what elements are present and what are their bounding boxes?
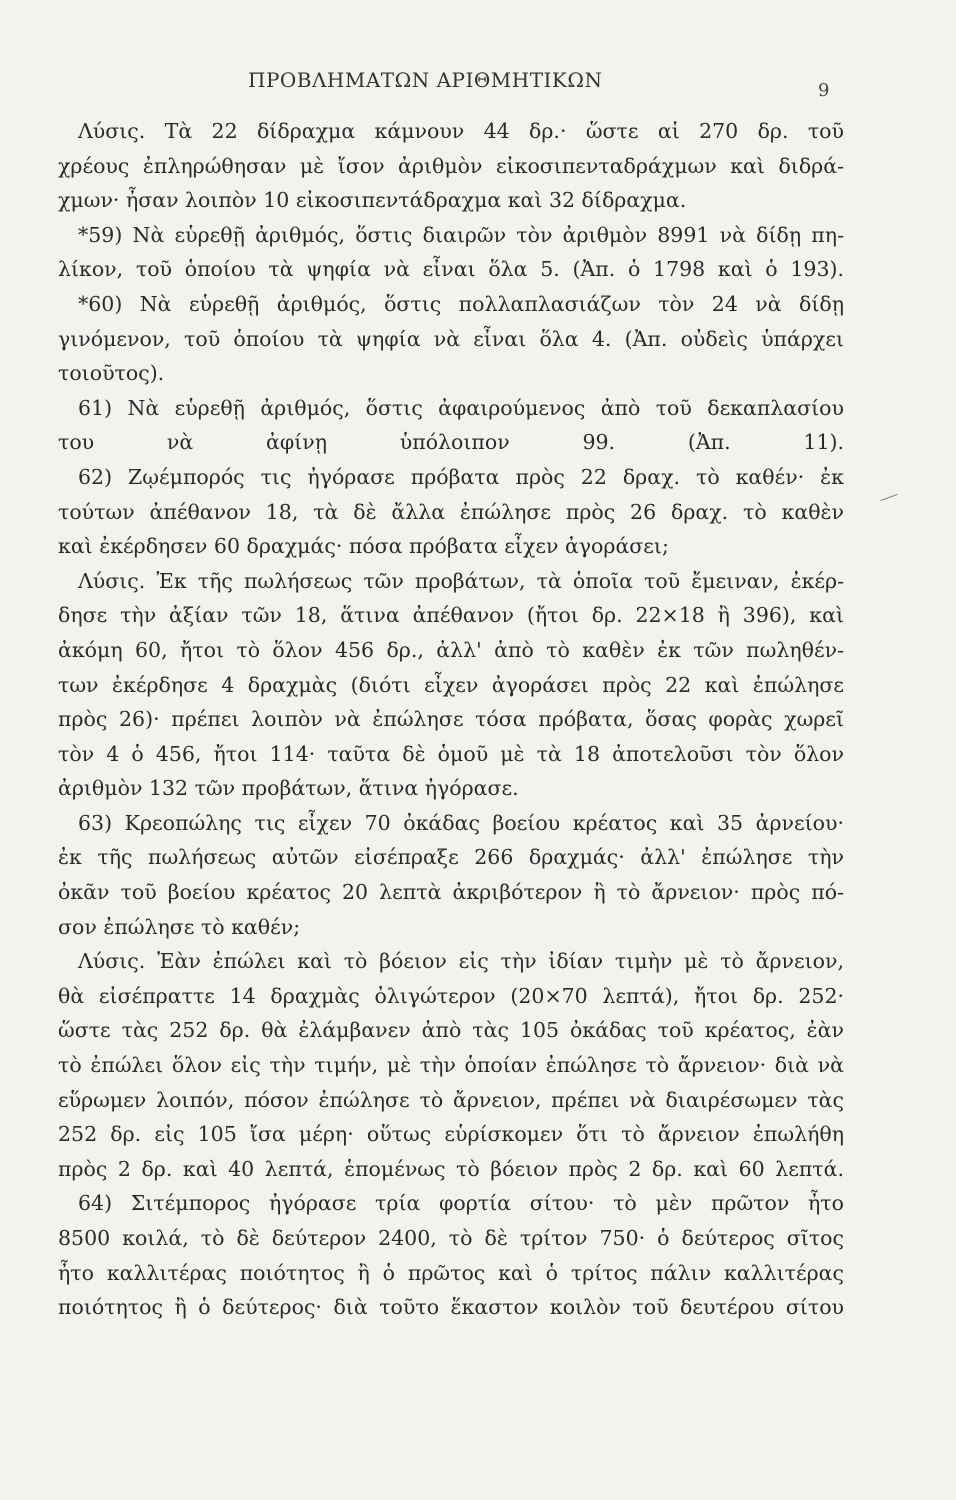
text-line: εὕρωμεν λοιπόν, πόσον ἐπώλησε τὸ ἄρνειον, πρέπει νὰ διαιρέσωμεν τὰς [58, 1087, 844, 1112]
text-line: ἦτο καλλιτέρας ποιότητος ἢ ὁ πρῶτος καὶ ὁ τρίτος πάλιν καλλιτέρας [58, 1260, 844, 1285]
text-line: 62) Ζῳέμπορός τις ἠγόρασε πρόβατα πρὸς 22 δραχ. τὸ καθέν· ἐκ [78, 464, 844, 489]
text-line: 64) Σιτέμπορος ἠγόρασε τρία φορτία σίτου· τὸ μὲν πρῶτον ἦτο [78, 1191, 844, 1216]
text-line: πρὸς 26)· πρέπει λοιπὸν νὰ ἐπώλησε τόσα πρόβατα, ὅσας φορὰς χωρεῖ [58, 707, 844, 732]
text-line: πρὸς 2 δρ. καὶ 40 λεπτά, ἑπομένως τὸ βόειον πρὸς 2 δρ. καὶ 60 λεπτά. [58, 1156, 844, 1181]
text-line: τοιοῦτος). [58, 361, 165, 386]
text-line: ὀκᾶν τοῦ βοείου κρέατος 20 λεπτὰ ἀκριβότερον ἢ τὸ ἄρνειον· πρὸς πό- [58, 880, 844, 905]
text-line: ἐκ τῆς πωλήσεως αὐτῶν εἰσέπραξε 266 δραχμάς· ἀλλ' ἐπώλησε τὴν [58, 845, 844, 870]
text-line: τούτων ἀπέθανον 18, τὰ δὲ ἄλλα ἐπώλησε πρὸς 26 δραχ. τὸ καθὲν [58, 499, 844, 524]
text-line: καὶ ἐκέρδησεν 60 δραχμάς· πόσα πρόβατα εἶχεν ἀγοράσει; [58, 534, 669, 559]
text-line: *59) Νὰ εὑρεθῇ ἀριθμός, ὅστις διαιρῶν τὸν ἀριθμὸν 8991 νὰ δίδῃ πη- [78, 222, 844, 247]
text-line: 61) Νὰ εὑρεθῇ ἀριθμός, ὅστις ἀφαιρούμενος ἀπὸ τοῦ δεκαπλασίου [78, 395, 844, 420]
text-line: Λύσις. Ἐκ τῆς πωλήσεως τῶν προβάτων, τὰ ὁποῖα τοῦ ἔμειναν, ἐκέρ- [78, 568, 844, 593]
text-line: Λύσις. Τὰ 22 δίδραχμα κάμνουν 44 δρ.· ὥστε αἱ 270 δρ. τοῦ [78, 119, 844, 143]
running-head [0, 68, 956, 101]
text-line: του νὰ ἀφίνῃ ὑπόλοιπον 99. (Ἀπ. 11). [58, 430, 844, 455]
text-line: 63) Κρεοπώλης τις εἶχεν 70 ὀκάδας βοείου κρέατος καὶ 35 ἀρνείου· [78, 810, 844, 835]
text-line: ἀριθμὸν 132 τῶν προβάτων, ἅτινα ἠγόρασε. [58, 776, 519, 801]
text-line: δησε τὴν ἀξίαν τῶν 18, ἅτινα ἀπέθανον (ἤτοι δρ. 22×18 ἢ 396), καὶ [58, 603, 844, 628]
text-line: *60) Νὰ εὑρεθῇ ἀριθμός, ὅστις πολλαπλασιάζων τὸν 24 νὰ δίδῃ [78, 291, 844, 316]
text-line: ὥστε τὰς 252 δρ. θὰ ἐλάμβανεν ἀπὸ τὰς 105 ὀκάδας τοῦ κρέατος, ἐὰν [58, 1018, 844, 1043]
page-number: 9 [818, 80, 830, 101]
body-text [58, 114, 844, 1325]
text-line: γινόμενον, τοῦ ὁποίου τὰ ψηφία νὰ εἶναι ὅλα 4. (Ἀπ. οὐδεὶς ὑπάρχει [58, 326, 844, 351]
text-line: 8500 κοιλά, τὸ δὲ δεύτερον 2400, τὸ δὲ τρίτον 750· ὁ δεύτερος σῖτος [58, 1226, 844, 1250]
text-line: των ἐκέρδησε 4 δραχμὰς (διότι εἶχεν ἀγοράσει πρὸς 22 καὶ ἐπώλησε [58, 672, 844, 697]
margin-mark [880, 494, 897, 501]
text-line: τὸ ἐπώλει ὅλον εἰς τὴν τιμήν, μὲ τὴν ὁποίαν ἐπώλησε τὸ ἄρνειον· διὰ νὰ [58, 1053, 844, 1078]
text-line: τὸν 4 ὁ 456, ἤτοι 114· ταῦτα δὲ ὁμοῦ μὲ τὰ 18 ἀποτελοῦσι τὸν ὅλον [58, 741, 844, 766]
text-line: θὰ εἰσέπραττε 14 δραχμὰς ὀλιγώτερον (20×70 λεπτά), ἤτοι δρ. 252· [58, 983, 844, 1008]
text-line: λίκον, τοῦ ὁποίου τὰ ψηφία νὰ εἶναι ὅλα 5. (Ἀπ. ὁ 1798 καὶ ὁ 193). [58, 257, 844, 282]
text-line: ἀκόμη 60, ἤτοι τὸ ὅλον 456 δρ., ἀλλ' ἀπὸ τὸ καθὲν ἐκ τῶν πωληθέν- [58, 637, 844, 662]
text-line: ποιότητος ἢ ὁ δεύτερος· διὰ τοῦτο ἕκαστον κοιλὸν τοῦ δευτέρου σίτου [58, 1295, 844, 1320]
text-line: σον ἐπώλησε τὸ καθέν; [58, 914, 301, 939]
text-line: χμων· ἦσαν λοιπὸν 10 εἰκοσιπεντάδραχμα καὶ 32 δίδραχμα. [58, 188, 687, 213]
text-line: 252 δρ. εἰς 105 ἴσα μέρη· οὕτως εὑρίσκομεν ὅτι τὸ ἄρνειον ἐπωλήθη [58, 1122, 844, 1147]
running-title: ΠΡΟΒΛΗΜΑΤΩΝ ΑΡΙΘΜΗΤΙΚΩΝ [248, 68, 603, 92]
text-line: Λύσις. Ἐὰν ἐπώλει καὶ τὸ βόειον εἰς τὴν ἰδίαν τιμὴν μὲ τὸ ἄρνειον, [78, 949, 844, 974]
text-line: χρέους ἐπληρώθησαν μὲ ἴσον ἀριθμὸν εἰκοσιπενταδράχμων καὶ διδρά- [58, 153, 844, 178]
